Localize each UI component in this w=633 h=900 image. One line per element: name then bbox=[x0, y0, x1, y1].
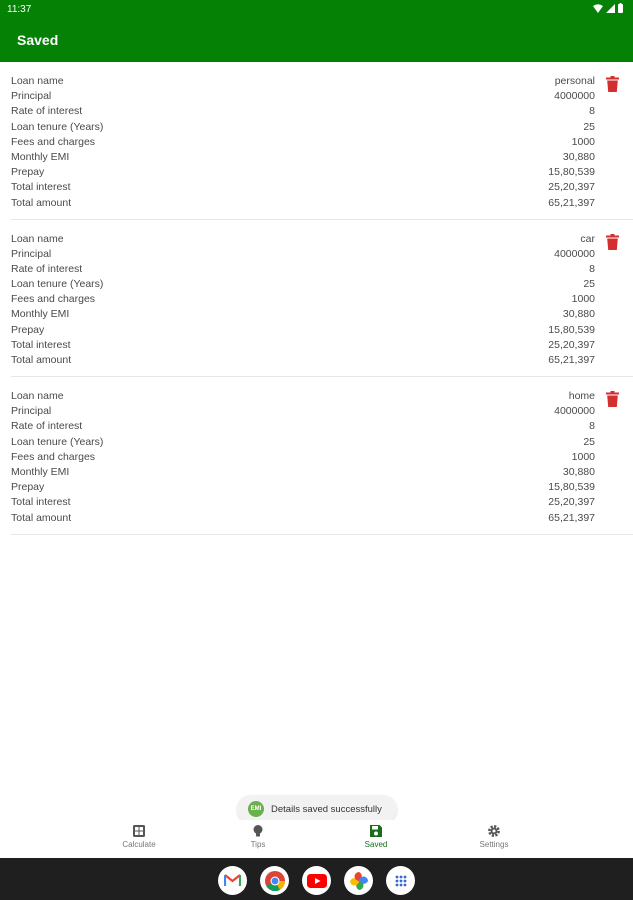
loan-name-row bbox=[11, 74, 595, 89]
gmail-icon[interactable] bbox=[218, 866, 247, 895]
divider bbox=[11, 534, 633, 535]
tenure-value: 25 bbox=[583, 120, 595, 133]
rate-label: Rate of interest bbox=[11, 420, 83, 433]
toast-message bbox=[237, 795, 397, 823]
total-amount-label: Total amount bbox=[11, 196, 72, 209]
tenure-row bbox=[11, 120, 595, 135]
emi-value: 30,880 bbox=[562, 150, 595, 163]
total-amount-label: Total amount bbox=[11, 511, 72, 524]
chrome-icon[interactable] bbox=[260, 866, 289, 895]
saved-loan-card bbox=[0, 62, 633, 220]
emi-value: 30,880 bbox=[562, 308, 595, 321]
delete-icon[interactable] bbox=[606, 391, 619, 407]
principal-value: 4000000 bbox=[554, 405, 595, 418]
total-amount-value: 65,21,397 bbox=[548, 511, 595, 524]
youtube-icon[interactable] bbox=[302, 866, 331, 895]
total-amount-row bbox=[11, 511, 595, 526]
wifi-icon bbox=[593, 4, 603, 13]
status-time: 11:37 bbox=[7, 4, 32, 15]
fees-value: 1000 bbox=[571, 450, 595, 463]
nav-calculate-label: Calculate bbox=[122, 840, 156, 849]
delete-icon[interactable] bbox=[606, 76, 619, 92]
emi-app-icon: EMI bbox=[248, 801, 264, 817]
fees-label: Fees and charges bbox=[11, 135, 96, 148]
saved-loan-card bbox=[0, 377, 633, 535]
loan-name-label: Loan name bbox=[11, 232, 64, 245]
prepay-row bbox=[11, 323, 595, 338]
fees-value: 1000 bbox=[571, 135, 595, 148]
tenure-label: Loan tenure (Years) bbox=[11, 278, 104, 291]
principal-row bbox=[11, 404, 595, 419]
total-interest-label: Total interest bbox=[11, 181, 71, 194]
prepay-label: Prepay bbox=[11, 481, 45, 494]
delete-icon[interactable] bbox=[606, 234, 619, 250]
prepay-row bbox=[11, 480, 595, 495]
app-drawer-icon[interactable] bbox=[386, 866, 415, 895]
tenure-row bbox=[11, 435, 595, 450]
status-bar bbox=[0, 0, 633, 18]
total-amount-label: Total amount bbox=[11, 354, 72, 366]
emi-label: Monthly EMI bbox=[11, 465, 70, 478]
principal-row bbox=[11, 89, 595, 104]
principal-label: Principal bbox=[11, 405, 52, 418]
prepay-value: 15,80,539 bbox=[548, 481, 595, 494]
rate-row bbox=[11, 262, 595, 277]
principal-row bbox=[11, 247, 595, 262]
principal-label: Principal bbox=[11, 90, 52, 103]
total-interest-value: 25,20,397 bbox=[548, 496, 595, 509]
principal-value: 4000000 bbox=[554, 90, 595, 103]
fees-row bbox=[11, 292, 595, 307]
emi-label: Monthly EMI bbox=[11, 308, 70, 321]
rate-row bbox=[11, 419, 595, 434]
calculator-icon bbox=[132, 824, 146, 838]
principal-label: Principal bbox=[11, 247, 52, 260]
total-interest-label: Total interest bbox=[11, 496, 71, 509]
tenure-value: 25 bbox=[583, 435, 595, 448]
total-amount-value: 65,21,397 bbox=[548, 354, 595, 366]
loan-name-value: car bbox=[580, 232, 595, 245]
rate-label: Rate of interest bbox=[11, 105, 83, 118]
lightbulb-icon bbox=[251, 824, 265, 838]
rate-value: 8 bbox=[589, 105, 595, 118]
total-interest-row bbox=[11, 180, 595, 195]
tenure-label: Loan tenure (Years) bbox=[11, 120, 104, 133]
fees-row bbox=[11, 450, 595, 465]
emi-label: Monthly EMI bbox=[11, 150, 70, 163]
total-interest-label: Total interest bbox=[11, 338, 71, 351]
tenure-row bbox=[11, 277, 595, 292]
photos-icon[interactable] bbox=[344, 866, 373, 895]
rate-value: 8 bbox=[589, 420, 595, 433]
nav-settings-label: Settings bbox=[479, 840, 509, 849]
rate-label: Rate of interest bbox=[11, 262, 83, 275]
principal-value: 4000000 bbox=[554, 247, 595, 260]
emi-value: 30,880 bbox=[562, 465, 595, 478]
system-icons bbox=[593, 3, 623, 13]
loan-name-row bbox=[11, 389, 595, 404]
total-interest-value: 25,20,397 bbox=[548, 181, 595, 194]
loan-name-row bbox=[11, 232, 595, 247]
fees-row bbox=[11, 135, 595, 150]
bottom-navigation bbox=[0, 820, 633, 858]
total-interest-row bbox=[11, 338, 595, 353]
nav-settings[interactable] bbox=[454, 824, 534, 849]
fees-label: Fees and charges bbox=[11, 450, 96, 463]
nav-calculate[interactable] bbox=[99, 824, 179, 849]
rate-row bbox=[11, 104, 595, 119]
total-interest-value: 25,20,397 bbox=[548, 338, 595, 351]
total-amount-row bbox=[11, 196, 595, 211]
app-dock bbox=[218, 866, 415, 895]
total-amount-value: 65,21,397 bbox=[548, 196, 595, 209]
prepay-row bbox=[11, 165, 595, 180]
saved-loan-card bbox=[0, 220, 633, 378]
nav-saved-label: Saved bbox=[364, 840, 388, 849]
gear-icon bbox=[487, 824, 501, 838]
page-title: Saved bbox=[17, 32, 59, 48]
prepay-label: Prepay bbox=[11, 323, 45, 336]
saved-loans-list[interactable] bbox=[0, 62, 633, 535]
prepay-value: 15,80,539 bbox=[548, 323, 595, 336]
rate-value: 8 bbox=[589, 262, 595, 275]
total-amount-row bbox=[11, 353, 595, 368]
app-bar bbox=[0, 18, 633, 62]
battery-icon bbox=[618, 3, 623, 13]
emi-row bbox=[11, 465, 595, 480]
fees-label: Fees and charges bbox=[11, 293, 96, 306]
nav-tips-label: Tips bbox=[250, 840, 266, 849]
nav-saved[interactable] bbox=[336, 824, 416, 849]
fees-value: 1000 bbox=[571, 293, 595, 306]
tenure-label: Loan tenure (Years) bbox=[11, 435, 104, 448]
loan-name-value: home bbox=[568, 390, 595, 402]
signal-icon bbox=[606, 4, 615, 13]
prepay-label: Prepay bbox=[11, 166, 45, 179]
emi-row bbox=[11, 307, 595, 322]
prepay-value: 15,80,539 bbox=[548, 166, 595, 179]
total-interest-row bbox=[11, 495, 595, 510]
emi-row bbox=[11, 150, 595, 165]
system-taskbar bbox=[0, 858, 633, 900]
nav-tips[interactable] bbox=[218, 824, 298, 849]
loan-name-value: personal bbox=[554, 75, 595, 87]
save-icon bbox=[369, 824, 383, 838]
loan-name-label: Loan name bbox=[11, 390, 64, 402]
tenure-value: 25 bbox=[583, 278, 595, 291]
toast-text: Details saved successfully bbox=[271, 803, 382, 815]
loan-name-label: Loan name bbox=[11, 75, 64, 87]
